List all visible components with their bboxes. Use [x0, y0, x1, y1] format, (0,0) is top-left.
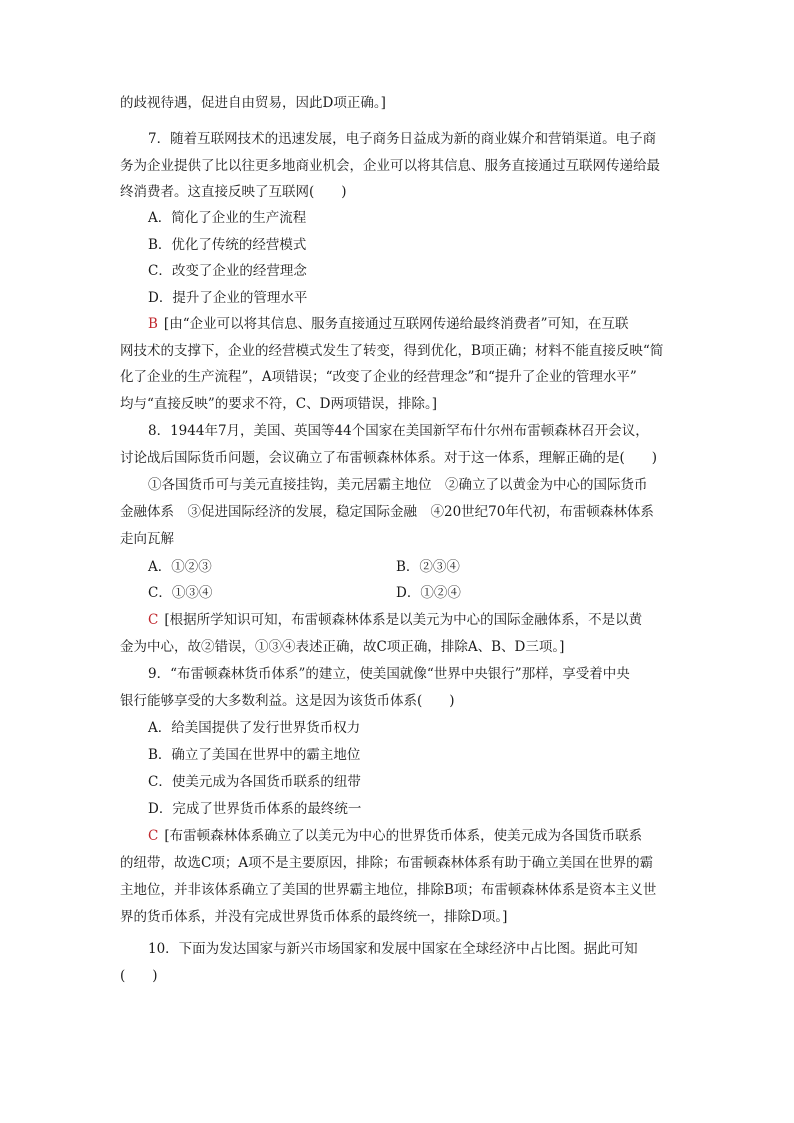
option-d: D．提升了企业的管理水平 [148, 290, 308, 306]
text-line: 金为中心，故②错误，①③④表述正确，故C项正确，排除A、B、D三项。] [120, 639, 565, 655]
text-line: 的纽带，故选C项；A项不是主要原因，排除；布雷顿森林体系有助于确立美国在世界的霸 [120, 855, 654, 871]
option-d: D．完成了世界货币体系的最终统一 [148, 801, 362, 817]
option-d: D．①②④ [396, 585, 461, 601]
text-line: 银行能够享受的大多数利益。这是因为该货币体系( ) [120, 693, 455, 709]
text-line: 均与“直接反映”的要求不符，C、D两项错误，排除。] [120, 396, 437, 412]
question-10-stem: 10．下面为发达国家与新兴市场国家和发展中国家在全球经济中占比图。据此可知 [148, 941, 638, 957]
text-line: 主地位，并非该体系确立了美国的世界霸主地位，排除B项；布雷顿森林体系是资本主义世 [120, 882, 657, 898]
option-c: C．改变了企业的经营理念 [148, 263, 307, 279]
text-line: 讨论战后国际货币问题，会议确立了布雷顿森林体系。对于这一体系，理解正确的是( ) [120, 450, 658, 466]
text-line: 终消费者。这直接反映了互联网( ) [120, 184, 347, 200]
text-line: 金融体系 ③促进国际经济的发展，稳定国际金融 ④20世纪70年代初，布雷顿森林体系 [120, 504, 654, 520]
answer-letter: C [148, 828, 159, 844]
option-c: C．①③④ [148, 585, 213, 601]
option-a: A．①②③ [148, 559, 212, 575]
answer-letter: C [148, 612, 159, 628]
option-a: A．简化了企业的生产流程 [148, 210, 307, 226]
options-row-2 [148, 584, 708, 602]
text-line: 化了企业的生产流程”，A项错误；“改变了企业的经营理念”和“提升了企业的管理水平” [120, 369, 637, 385]
text-line: ( ) [120, 968, 158, 984]
text-line: 务为企业提供了比以往更多地商业机会，企业可以将其信息、服务直接通过互联网传递给最 [120, 158, 660, 174]
option-b: B．优化了传统的经营模式 [148, 237, 307, 253]
statements-line: ①各国货币可与美元直接挂钩，美元居霸主地位 ②确立了以黄金为中心的国际货币 [148, 477, 648, 493]
question-7-stem: 7．随着互联网技术的迅速发展，电子商务日益成为新的商业媒介和营销渠道。电子商 [148, 131, 657, 147]
option-b: B．确立了美国在世界中的霸主地位 [148, 747, 361, 763]
text-line: 走向瓦解 [120, 531, 174, 547]
answer-7-explanation: B [由“企业可以将其信息、服务直接通过互联网传递给最终消费者”可知，在互联 [148, 316, 629, 332]
question-9-stem: 9．“布雷顿森林货币体系”的建立，使美国就像“世界中央银行”那样，享受着中央 [148, 666, 630, 682]
answer-8-explanation: C [根据所学知识可知，布雷顿森林体系是以美元为中心的国际金融体系，不是以黄 [148, 612, 643, 628]
answer-letter: B [148, 316, 158, 332]
text-line: 界的货币体系，并没有完成世界货币体系的最终统一，排除D项。] [120, 909, 508, 925]
question-8-stem: 8．1944年7月，美国、英国等44个国家在美国新罕布什尔州布雷顿森林召开会议， [148, 423, 649, 439]
option-c: C．使美元成为各国货币联系的纽带 [148, 774, 361, 790]
option-b: B．②③④ [396, 559, 460, 575]
option-a: A．给美国提供了发行世界货币权力 [148, 720, 361, 736]
answer-9-explanation: C [布雷顿森林体系确立了以美元为中心的世界货币体系，使美元成为各国货币联系 [148, 828, 643, 844]
text-line: 网技术的支撑下，企业的经营模式发生了转变，得到优化，B项正确；材料不能直接反映“简 [120, 343, 664, 359]
options-row-1 [148, 558, 708, 576]
text-line: 的歧视待遇，促进自由贸易，因此D项正确。] [120, 95, 386, 111]
